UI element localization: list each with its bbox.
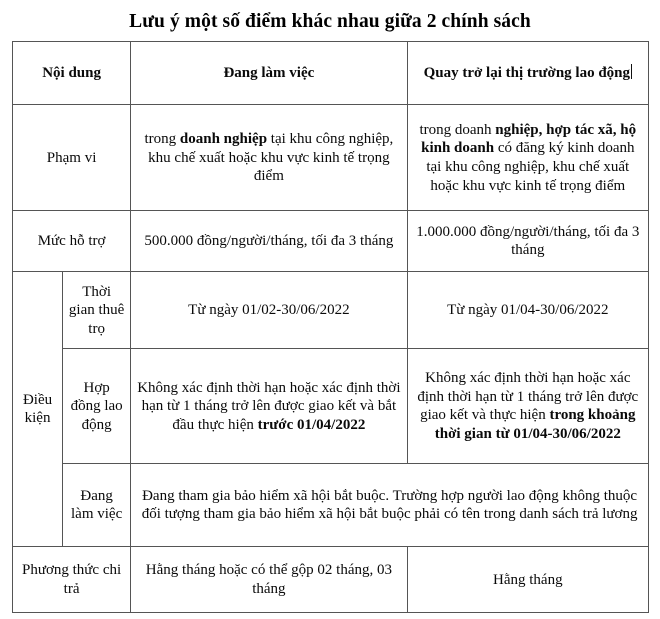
row-label-labor-contract: Hợp đồng lao động bbox=[63, 349, 131, 464]
column-header-working: Đang làm việc bbox=[131, 42, 407, 105]
column-header-returning-text: Quay trở lại thị trường lao động bbox=[423, 65, 631, 82]
cell-payment-working: Hằng tháng hoặc có thể gộp 02 tháng, 03 tháng bbox=[131, 547, 407, 613]
cell-labor-contract-returning bbox=[407, 349, 648, 464]
scope-working-bold: doanh nghiệp bbox=[179, 131, 268, 148]
row-label-support-level: Mức hỗ trợ bbox=[13, 211, 131, 272]
labor-contract-returning-bold: trong khoảng thời gian từ 01/04-30/06/2022 bbox=[434, 407, 636, 443]
cell-rent-period-working: Từ ngày 01/02-30/06/2022 bbox=[131, 272, 407, 349]
table-row-labor-contract bbox=[13, 349, 649, 464]
row-label-payment-method: Phương thức chi trả bbox=[13, 547, 131, 613]
column-header-content: Nội dung bbox=[13, 42, 131, 105]
labor-contract-returning-prefix: Không xác định thời hạn hoặc xác định thời hạn từ 1 tháng trở lên được giao kết và thực hiện bbox=[417, 370, 639, 424]
scope-working-prefix: trong bbox=[144, 131, 180, 148]
table-row-currently-working bbox=[13, 464, 649, 547]
cell-support-working: 500.000 đồng/người/tháng, tối đa 3 tháng bbox=[131, 211, 407, 272]
cell-currently-working-merged: Đang tham gia bảo hiểm xã hội bắt buộc. Trường hợp người lao động không thuộc đối tượng tham gia bảo hiểm xã hội bắt buộc phải có tên trong danh sách trả lương bbox=[131, 464, 649, 547]
column-header-returning bbox=[407, 42, 648, 105]
row-label-currently-working: Đang làm việc bbox=[63, 464, 131, 547]
cell-payment-returning: Hằng tháng bbox=[407, 547, 648, 613]
comparison-table bbox=[12, 41, 649, 613]
scope-working-suffix: tại khu công nghiệp, khu chế xuất hoặc khu vực kinh tế trọng điểm bbox=[148, 131, 394, 185]
table-row-rent-period bbox=[13, 272, 649, 349]
cell-scope-working bbox=[131, 105, 407, 211]
row-group-label-conditions: Điều kiện bbox=[13, 272, 63, 547]
scope-returning-suffix: có đăng ký kinh doanh tại khu công nghiệp, khu chế xuất hoặc khu vực kinh tế trọng điểm bbox=[426, 140, 635, 194]
row-label-scope: Phạm vi bbox=[13, 105, 131, 211]
table-row-scope bbox=[13, 105, 649, 211]
cell-rent-period-returning: Từ ngày 01/04-30/06/2022 bbox=[407, 272, 648, 349]
scope-returning-bold: nghiệp, hợp tác xã, hộ kinh doanh bbox=[421, 121, 637, 157]
page-title: Lưu ý một số điểm khác nhau giữa 2 chính sách bbox=[129, 11, 531, 32]
cell-labor-contract-working bbox=[131, 349, 407, 464]
scope-returning-prefix: trong doanh bbox=[419, 121, 496, 138]
text-caret bbox=[631, 64, 632, 79]
labor-contract-working-prefix: Không xác định thời hạn hoặc xác định thời hạn từ 1 tháng trở lên được giao kết và bắt đầu thực hiện bbox=[137, 379, 401, 433]
labor-contract-working-bold: trước 01/04/2022 bbox=[257, 416, 366, 433]
table-row-payment-method bbox=[13, 547, 649, 613]
row-label-rent-period: Thời gian thuê trọ bbox=[63, 272, 131, 349]
table-header-row bbox=[13, 42, 649, 105]
cell-support-returning: 1.000.000 đồng/người/tháng, tối đa 3 tháng bbox=[407, 211, 648, 272]
cell-scope-returning bbox=[407, 105, 648, 211]
table-row-support-level bbox=[13, 211, 649, 272]
